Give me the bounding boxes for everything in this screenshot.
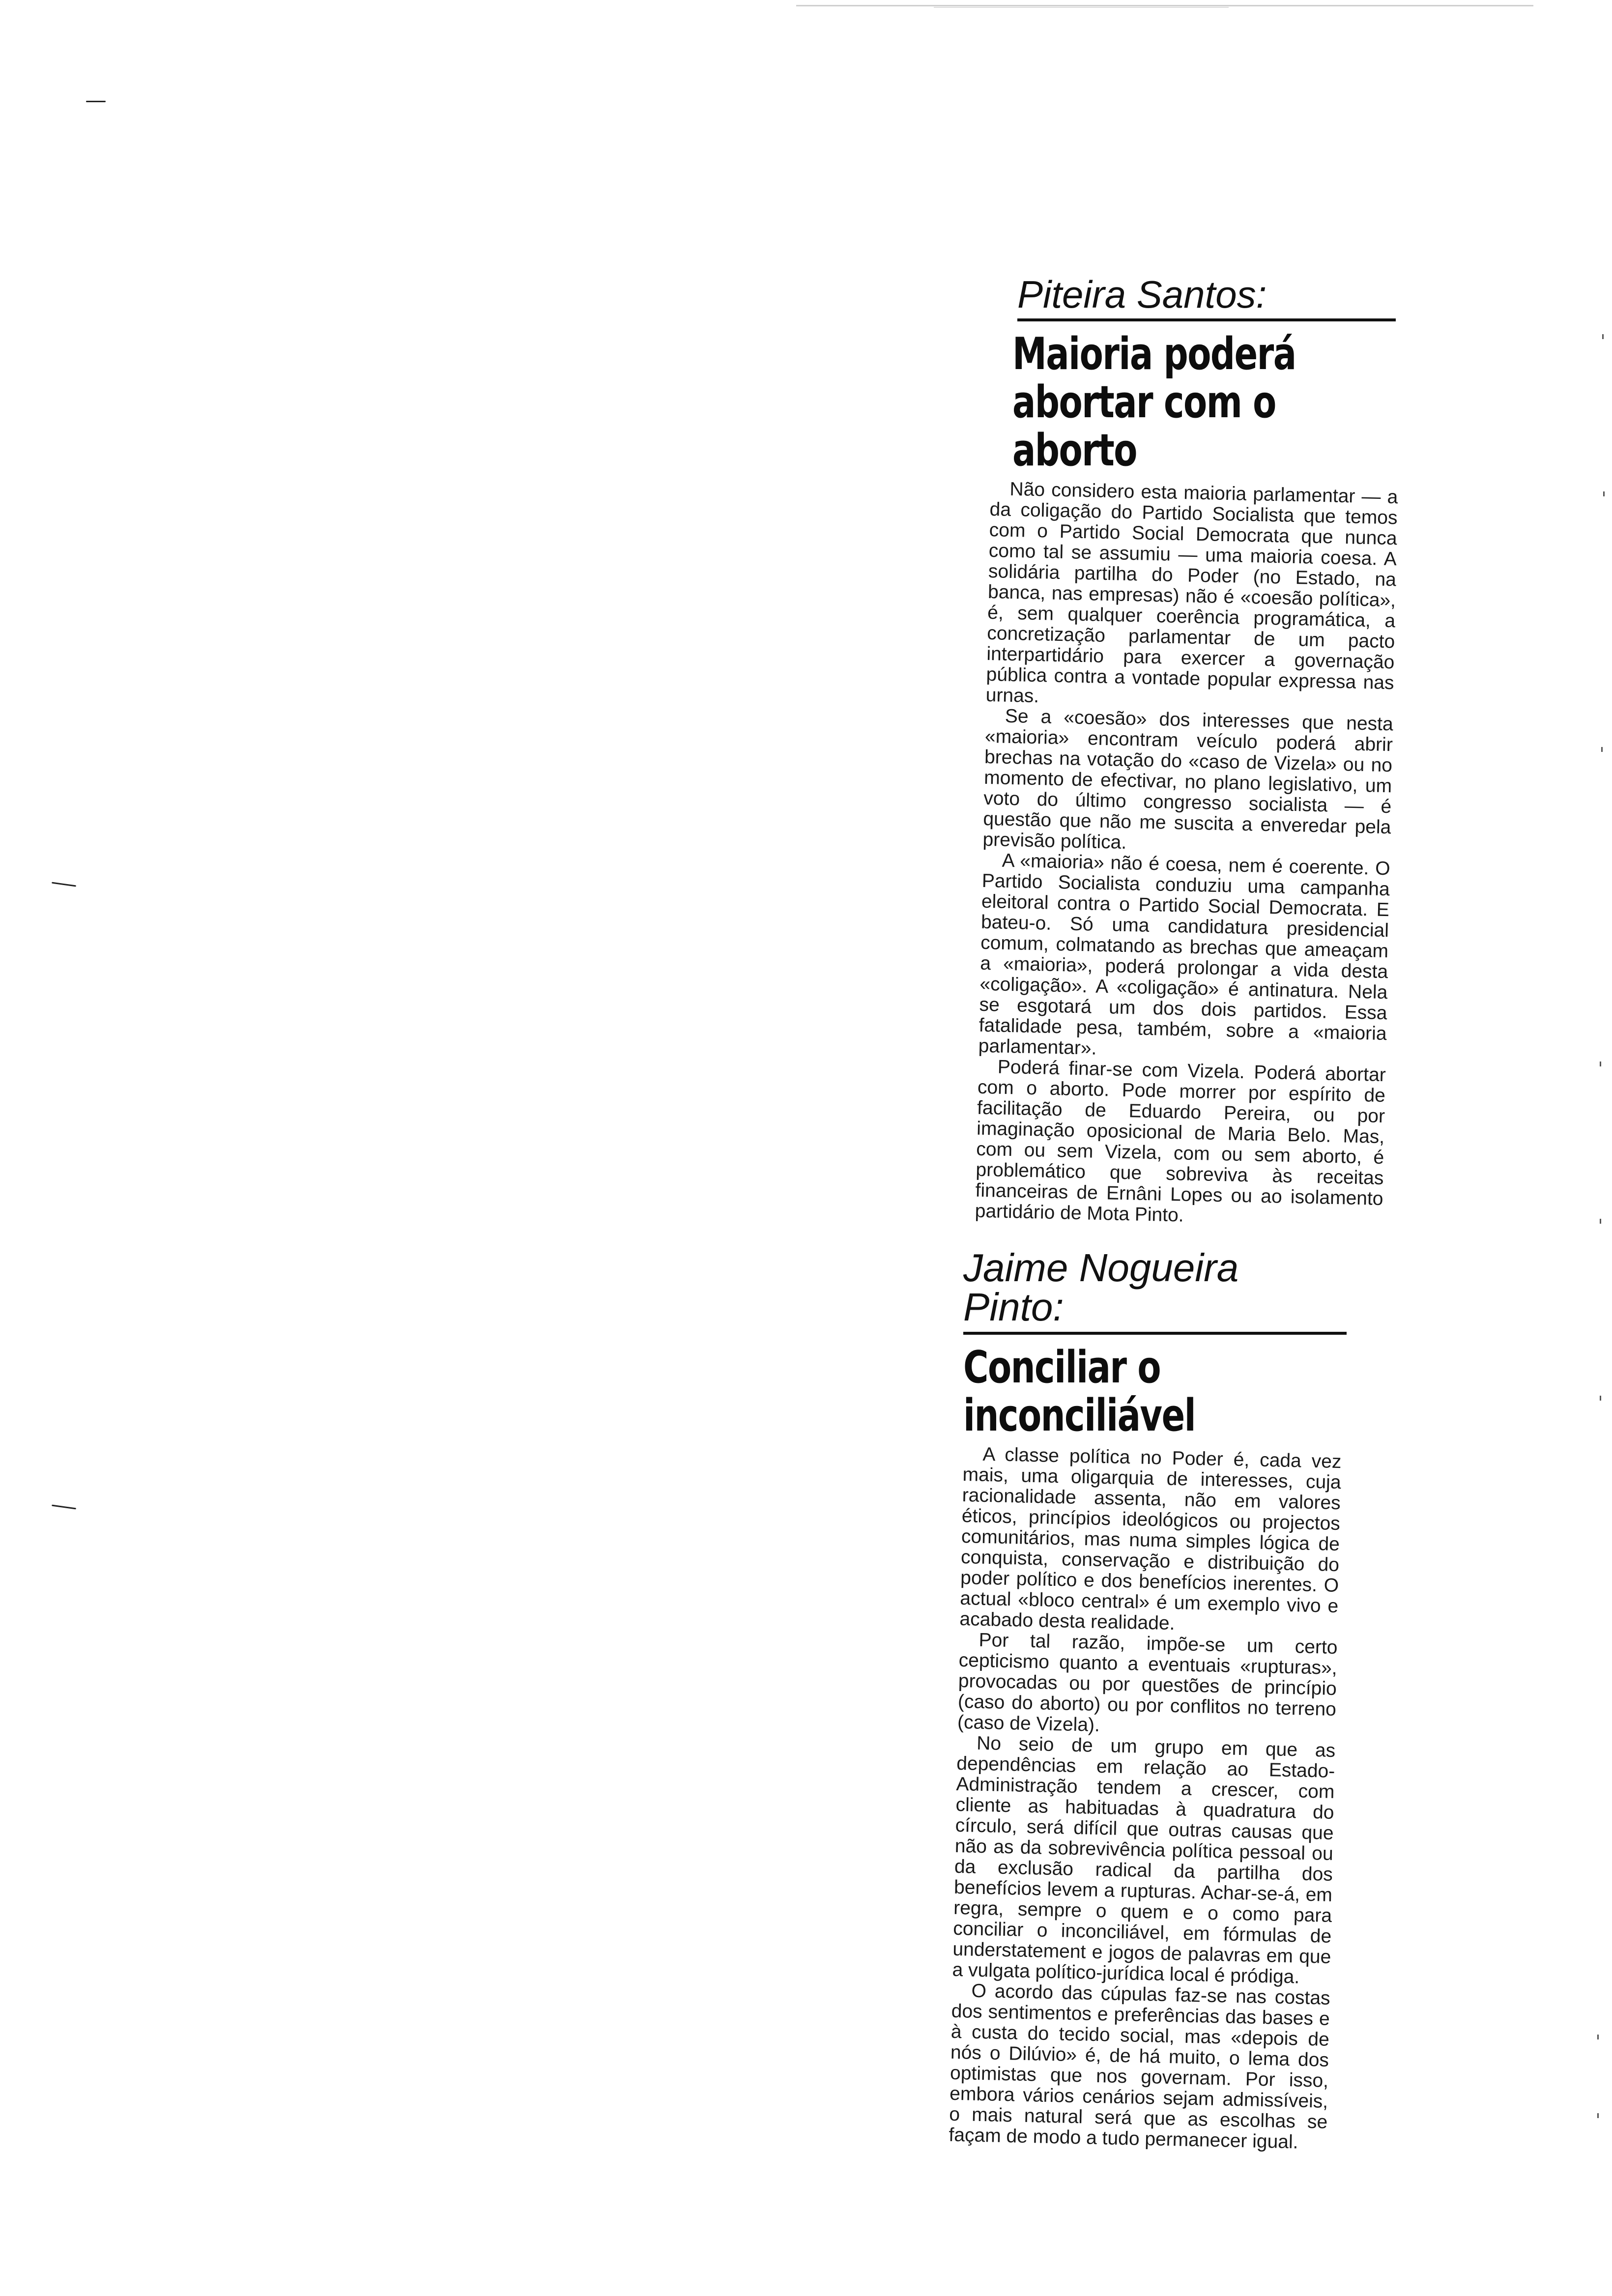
scan-speck [1600,1062,1601,1066]
paragraph: Se a «coesão» dos interesses que nesta «maioria» encontram veículo poderá abrir brechas na votação do «caso de Vizela» ou no momento de efectivar, no plano legislativo, um voto do último congresso socialista — é questão que não me suscita a enveredar pela previsão política. [982,705,1394,853]
scan-top-rule [796,5,1533,6]
scan-speck [1601,747,1603,752]
paragraph: A «maioria» não é coesa, nem é coerente. O Partido Socialista conduziu uma campanha eleitoral contra o Partido Social Democrata. E bateu-o. Só uma candidatura presidencial comum, colmatando as brechas que ameaçam a «maioria», poderá prolongar a vida desta «coligação». A «coligação» é antinatura. Nela se esgotará um dos dois partidos. Essa fatalidade pesa, também, sobre a «maioria parlamentar». [978,850,1391,1059]
article-clipping-piteira-santos [963,273,1406,1226]
scan-speck [1600,1396,1601,1401]
paragraph: Poderá finar-se com Vizela. Poderá abortar com o aborto. Pode morrer por espírito de facilitação de Eduardo Pereira, ou por imaginação oposicional de Maria Belo. Mas, com ou sem Vizela, com ou sem aborto, é problemático que sobreviva às receitas financeiras de Ernâni Lopes ou ao isolamento partidário de Mota Pinto. [975,1056,1386,1226]
paragraph: Não considero esta maioria parlamentar — a da coligação do Partido Socialista que temos com o Partido Social Democrata que nunca como tal se assumiu — uma maioria coesa. A solidária partilha do Poder (no Estado, na banca, nas empresas) não é «coesão política», é, sem qualquer coerência programática, a concretização parlamentar de um pacto interpartidário para exercer a governação pública contra a vontade popular expressa nas urnas. [985,478,1398,707]
scan-speck [1603,491,1605,496]
paragraph: O acordo das cúpulas faz-se nas costas dos sentimentos e preferências das bases e à custa do tecido social, mas «depois de nós o Dilúvio» é, de há muito, o lema dos optimistas que nos governam. Por isso, embora vários cenários sejam admissíveis, o mais natural será que as escolhas se façam de modo a tudo permanecer igual. [949,1980,1330,2153]
paragraph: Por tal razão, impõe-se um certo cepticismo quanto a eventuais «rupturas», provocadas ou por questões de princípio (caso do aborto) ou por conflitos no terreno (caso de Vizela). [957,1629,1338,1736]
scan-mark [86,101,106,102]
scan-speck [1597,2035,1599,2039]
paragraph: No seio de um grupo em que as dependências em relação ao Estado-Administração tendem a crescer, com cliente as habituadas à quadratura do círculo, será difícil que outras causas que não as da sobrevivência política pessoal ou da exclusão radical da partilha dos benefícios levem a rupturas. Achar-se-á, em regra, sempre o quem e o como para conciliar o inconciliável, em fórmulas de understatement e jogos de palavras em que a vulgata político-jurídica local é pródiga. [952,1732,1336,1988]
byline: Jaime Nogueira Pinto: [963,1248,1347,1335]
scan-speck [1600,1219,1601,1224]
article-body [949,1444,1342,2153]
scan-mark [52,882,76,887]
scan-top-rule-faint [934,7,1229,8]
headline: Conciliar o inconciliável [963,1342,1196,1441]
article-body [975,479,1398,1230]
headline: Maioria poderá abortar com o aborto [1012,328,1296,476]
byline: Piteira Santos: [1017,275,1396,321]
article-clipping-jaime-nogueira-pinto [949,1246,1356,2153]
scan-speck [1602,334,1604,339]
scan-mark [52,1505,76,1510]
paragraph: A classe política no Poder é, cada vez mais, uma oligarquia de interesses, cuja racionalidade assenta, não em valores éticos, princípios ideológicos ou projectos comunitários, mas numa simples lógica de conquista, conservação e distribuição do poder político e dos benefícios inerentes. O actual «bloco central» é um exemplo vivo e acabado desta realidade. [959,1443,1342,1635]
scan-speck [1597,2113,1599,2118]
